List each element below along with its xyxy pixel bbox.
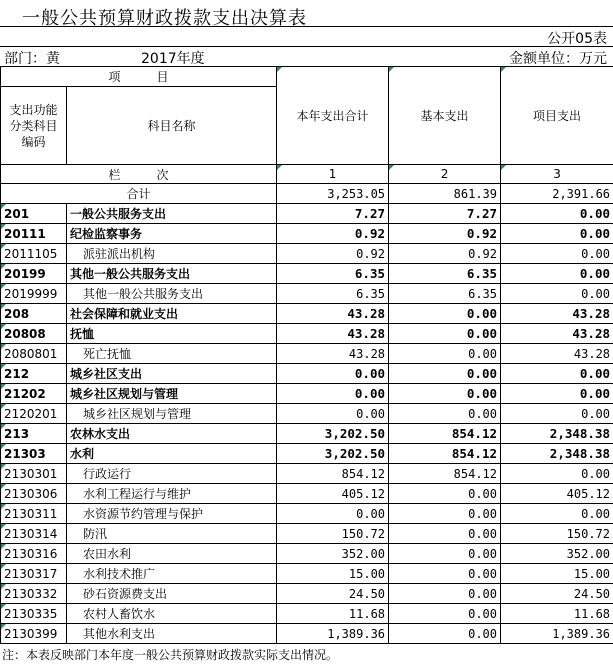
row-basic: 0.00 [389,524,501,544]
row-project: 11.68 [501,604,613,624]
row-total: 0.92 [277,224,389,244]
row-basic: 854.12 [389,444,501,464]
row-basic: 6.35 [389,284,501,304]
row-name: 农村人畜饮水 [67,604,277,624]
row-project: 0.00 [501,204,613,224]
page-title: 一般公共预算财政拨款支出决算表 [22,8,307,29]
row-project: 0.00 [501,384,613,404]
fiscal-year: 2017年度 [141,51,205,67]
row-code: 2130316 [1,544,67,564]
row-code: 212 [1,364,67,384]
row-name: 纪检监察事务 [67,224,277,244]
table-row [1,584,613,604]
row-project: 0.00 [501,224,613,244]
row-basic: 6.35 [389,264,501,284]
row-project: 150.72 [501,524,613,544]
table-row [1,444,613,464]
row-name: 派驻派出机构 [67,244,277,264]
table-row [1,384,613,404]
table-row [1,224,613,244]
table-row [1,244,613,264]
total-basic: 861.39 [389,184,501,204]
row-total: 0.00 [277,504,389,524]
row-code: 2019999 [1,284,67,304]
row-code: 2130314 [1,524,67,544]
table-row [1,204,613,224]
row-code: 2130311 [1,504,67,524]
table-row [1,524,613,544]
row-name: 水利工程运行与维护 [67,484,277,504]
table-row [1,364,613,384]
total-project: 2,391.66 [501,184,613,204]
table-row [1,404,613,424]
total-row [1,184,613,204]
row-code: 20111 [1,224,67,244]
row-total: 11.68 [277,604,389,624]
header-item: 项 目 [1,67,277,87]
row-project: 0.00 [501,264,613,284]
row-project: 0.00 [501,364,613,384]
table-row [1,604,613,624]
header-basic: 基本支出 [389,67,501,165]
row-name: 其他一般公共服务支出 [67,264,277,284]
row-code: 2130301 [1,464,67,484]
table-row [1,424,613,444]
row-total: 6.35 [277,264,389,284]
row-project: 352.00 [501,544,613,564]
row-basic: 0.00 [389,564,501,584]
row-name: 城乡社区支出 [67,364,277,384]
row-project: 2,348.38 [501,444,613,464]
row-name: 死亡抚恤 [67,344,277,364]
row-code: 21202 [1,384,67,404]
row-project: 405.12 [501,484,613,504]
row-project: 43.28 [501,344,613,364]
table-body [1,204,613,644]
row-name: 防汛 [67,524,277,544]
row-code: 20199 [1,264,67,284]
row-code: 20808 [1,324,67,344]
row-total: 0.92 [277,244,389,264]
row-project: 0.00 [501,504,613,524]
row-total: 1,389.36 [277,624,389,644]
row-total: 0.00 [277,384,389,404]
row-project: 0.00 [501,284,613,304]
row-total: 43.28 [277,344,389,364]
header-column-index: 栏 次 [1,165,277,184]
header-project: 项目支出 [501,67,613,165]
row-project: 2,348.38 [501,424,613,444]
row-project: 0.00 [501,464,613,484]
header-total: 本年支出合计 [277,67,389,165]
column-index-3: 3 [501,165,613,184]
row-basic: 0.92 [389,224,501,244]
row-name: 其他水利支出 [67,624,277,644]
footnote: 注：本表反映部门本年度一般公共预算财政拨款实际支出情况。 [2,648,339,662]
total-label: 合计 [1,184,277,204]
row-name: 一般公共服务支出 [67,204,277,224]
amount-unit: 金额单位：万元 [509,51,607,67]
table-row [1,304,613,324]
row-total: 43.28 [277,324,389,344]
form-number: 公开05表 [547,31,607,47]
row-total: 3,202.50 [277,444,389,464]
row-total: 0.00 [277,364,389,384]
table-row [1,564,613,584]
table-row [1,624,613,644]
row-code: 2130317 [1,564,67,584]
row-project: 15.00 [501,564,613,584]
table-row [1,464,613,484]
row-basic: 854.12 [389,464,501,484]
row-project: 0.00 [501,404,613,424]
table-row [1,344,613,364]
table-row [1,504,613,524]
row-total: 150.72 [277,524,389,544]
row-total: 24.50 [277,584,389,604]
row-basic: 0.00 [389,504,501,524]
column-index-2: 2 [389,165,501,184]
row-basic: 0.00 [389,624,501,644]
row-basic: 0.00 [389,344,501,364]
row-project: 24.50 [501,584,613,604]
table-row [1,284,613,304]
row-code: 2130306 [1,484,67,504]
table-row [1,324,613,344]
row-total: 15.00 [277,564,389,584]
row-basic: 0.00 [389,484,501,504]
row-total: 7.27 [277,204,389,224]
row-code: 21303 [1,444,67,464]
row-code: 201 [1,204,67,224]
row-project: 0.00 [501,244,613,264]
row-basic: 0.00 [389,324,501,344]
row-total: 405.12 [277,484,389,504]
row-basic: 7.27 [389,204,501,224]
row-name: 行政运行 [67,464,277,484]
row-code: 2120201 [1,404,67,424]
row-project: 43.28 [501,304,613,324]
total-amount: 3,253.05 [277,184,389,204]
row-basic: 0.00 [389,364,501,384]
row-total: 854.12 [277,464,389,484]
row-name: 农田水利 [67,544,277,564]
row-total: 0.00 [277,404,389,424]
table-header [1,67,613,204]
row-code: 213 [1,424,67,444]
row-name: 砂石资源费支出 [67,584,277,604]
form-number-rule [0,46,613,47]
row-name: 水利技术推广 [67,564,277,584]
row-name: 农林水支出 [67,424,277,444]
row-name: 城乡社区规划与管理 [67,384,277,404]
title-rule [0,26,613,27]
row-basic: 0.00 [389,604,501,624]
row-total: 3,202.50 [277,424,389,444]
row-name: 抚恤 [67,324,277,344]
row-code: 2011105 [1,244,67,264]
row-basic: 0.00 [389,304,501,324]
row-project: 1,389.36 [501,624,613,644]
row-project: 43.28 [501,324,613,344]
header-name: 科目名称 [67,87,277,165]
row-basic: 0.00 [389,404,501,424]
row-name: 社会保障和就业支出 [67,304,277,324]
table-row [1,484,613,504]
table-row [1,264,613,284]
row-name: 城乡社区规划与管理 [67,404,277,424]
row-code: 2130335 [1,604,67,624]
row-name: 其他一般公共服务支出 [67,284,277,304]
row-code: 2130332 [1,584,67,604]
row-name: 水资源节约管理与保护 [67,504,277,524]
row-total: 6.35 [277,284,389,304]
row-basic: 0.92 [389,244,501,264]
department-label: 部门：黄 [4,51,60,67]
row-basic: 0.00 [389,384,501,404]
row-code: 2080801 [1,344,67,364]
expenditure-table [0,66,613,644]
row-basic: 0.00 [389,544,501,564]
row-code: 2130399 [1,624,67,644]
header-code: 支出功能分类科目编码 [1,87,67,165]
row-total: 352.00 [277,544,389,564]
row-code: 208 [1,304,67,324]
row-name: 水利 [67,444,277,464]
column-index-1: 1 [277,165,389,184]
row-basic: 0.00 [389,584,501,604]
table-row [1,544,613,564]
row-total: 43.28 [277,304,389,324]
row-basic: 854.12 [389,424,501,444]
